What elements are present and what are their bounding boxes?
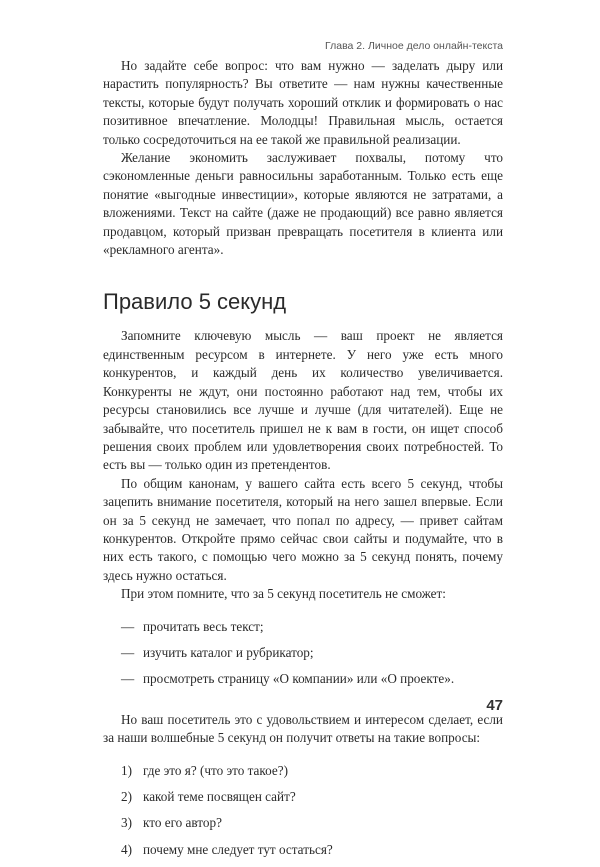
section-paragraph-1: Запомните ключевую мысль — ваш проект не является единственным ресурсом в интернете. У него уже есть много конкурентов, и каждый день их количество увеличивается. Конкуренты не ждут, они постоянно работают над тем, чтобы их ресурсы становились все лучше и лучше (для читателей). Еще не забывайте, что посетитель пришел не к вам в гости, он ищет способ решения своих проблем или удовлетворения своих потребностей. То есть вы — только один из претендентов. bbox=[103, 328, 503, 473]
dash-item-text: изучить каталог и рубрикатор; bbox=[143, 644, 314, 660]
question-text: какой теме посвящен сайт? bbox=[143, 789, 296, 804]
question-item bbox=[121, 788, 503, 806]
dash-list-item bbox=[121, 618, 503, 636]
dash-mark: — bbox=[121, 671, 135, 687]
question-number: 1) bbox=[121, 762, 132, 778]
dash-mark: — bbox=[121, 618, 135, 634]
question-number: 2) bbox=[121, 789, 132, 804]
section-heading: Правило 5 секунд bbox=[103, 289, 287, 315]
page-number: 47 bbox=[486, 697, 503, 714]
dash-list bbox=[103, 618, 503, 689]
section-paragraph-3: При этом помните, что за 5 секунд посетитель не сможет: bbox=[121, 586, 446, 602]
dash-item-text: прочитать весь текст; bbox=[143, 618, 264, 634]
question-number: 4) bbox=[121, 841, 132, 857]
question-text: почему мне следует тут остаться? bbox=[143, 841, 333, 857]
question-item bbox=[121, 762, 503, 780]
intro-paragraph-1: Но задайте себе вопрос: что вам нужно — заделать дыру или нарастить популярность? Вы ответите — нам нужны качественные тексты, которые будут получать хороший отклик и формировать о нас позитивное впечатление. Молодцы! Правильная мысль, остается только сосредоточиться на ее такой же правильной реализации. bbox=[103, 58, 503, 147]
question-item bbox=[121, 814, 503, 832]
dash-mark: — bbox=[121, 644, 135, 660]
question-text: где это я? (что это такое?) bbox=[143, 762, 288, 778]
dash-list-item bbox=[121, 670, 503, 688]
dash-item-text: просмотреть страницу «О компании» или «О проекте». bbox=[143, 671, 455, 687]
question-number: 3) bbox=[121, 815, 132, 831]
dash-list-item bbox=[121, 644, 503, 662]
question-item bbox=[121, 841, 503, 859]
running-header: Глава 2. Личное дело онлайн-текста bbox=[325, 40, 503, 52]
section-paragraph-4: Но ваш посетитель это с удовольствием и интересом сделает, если за наши волшебные 5 секунд он получит ответы на такие вопросы: bbox=[103, 711, 503, 746]
intro-paragraph-2: Желание экономить заслуживает похвалы, потому что сэкономленные деньги равносильны заработанным. Только есть еще понятие «выгодные инвестиции», которые являются не затратами, а вложениями. Текст на сайте (даже не продающий) все равно является продавцом, который призван превращать посетителя в клиента или «рекламного агента». bbox=[103, 150, 503, 258]
section-paragraph-2: По общим канонам, у вашего сайта есть всего 5 секунд, чтобы зацепить внимание посетителя, который на него зашел впервые. Если он за 5 секунд не замечает, что попал по адресу, — привет сайтам конкурентов. Откройте прямо сейчас свои сайты и подумайте, что в них есть такого, с помощью чего можно за 5 секунд понять, почему здесь нужно остаться. bbox=[103, 475, 503, 583]
page-content bbox=[103, 57, 503, 867]
question-list bbox=[103, 762, 503, 860]
question-text: кто его автор? bbox=[143, 815, 222, 831]
